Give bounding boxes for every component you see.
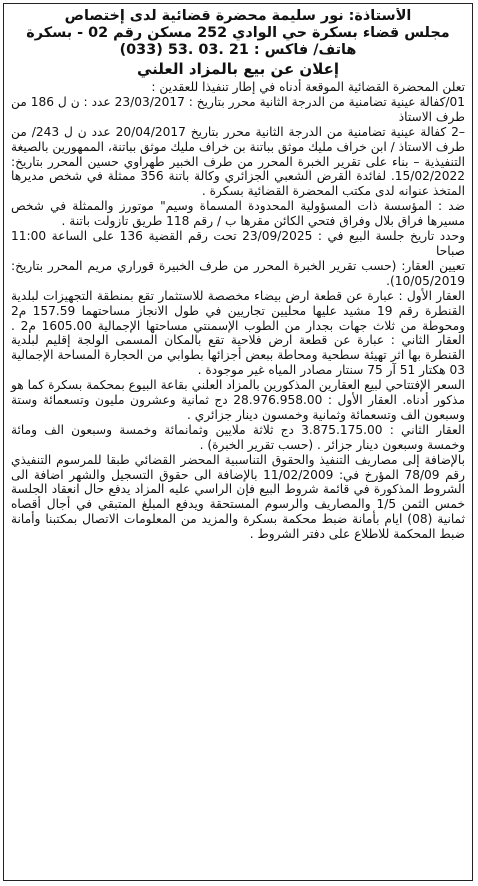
notice-body (11, 80, 465, 542)
guarantee-2-paragraph: –2 كفالة عينية تضامنية من الدرجة الثانية محرر بتاريخ 20/04/2017 عدد ن ل 243/ من طرف الاستاذ / ابن خراف مليك موثق بباتنة بن خراف مليك موثق بباتنة، الممهورين بالصيغة التنفيذية – بناء على تقرير الخبرة المحرر من طرف الخبير طهراوي حسين المحرر بتاريخ: 15/02/2022. لفائدة القرض الشعبي الجزائري وكالة باتنة 356 ممثلة في شخص مديرها المتخذ عنوانه لدى مكتب المحضرة القضائية بسكرة . (11, 124, 466, 199)
header-address: مجلس قضاء بسكرة حي الوادي 252 مسكن رقم 02 - بسكرة (26, 25, 450, 41)
against-paragraph: ضد : المؤسسة ذات المسؤولية المحدودة المسماة وسيم" موتورز والممثلة في شخص مسيرها فراق بلال وفراق فتحي الكائن مقرها ب / رقم 118 طريق تازولت باتنة . (11, 199, 465, 229)
second-property-price-paragraph: العقار الثاني : 3.875.175.00 دج ثلاثة ملايين وثمانمائة وخمسة وسبعون الف ومائة وخمسة وسبعون دينار جزائر . (حسب تقرير الخبرة) . (11, 422, 465, 452)
guarantee-1-paragraph: 01/كفالة عينية تضامنية من الدرجة الثانية محرر بتاريخ : 23/03/2017 عدد : ن ل 186 من طرف الاستاذ (11, 94, 465, 124)
notice-header (11, 8, 465, 78)
header-phone-fax: هاتف/ فاكس : 21 .03 .53 (033) (119, 42, 357, 58)
properties-description-paragraph: العقار الأول : عبارة عن قطعة ارض بيضاء مخصصة للاستثمار تقع بمنطقة التجهيزات لبلدية القنطرة رقم 19 مشيد عليها محليين تجاريين في طول الانجاز مساحتهما 157.59 م2 ومحوطة من ثلاث جهات بجدار من الطوب الإسمنتي مساحتها الإجمالية 1605.00 م2 . العقار الثاني : عبارة عن قطعة ارض فلاحية تقع بالمكان المسمى الولجة إقليم لبلدية القنطرة بها اثر تهيئة سطحية ومحاطة ببعض أجزائها بطوابي من الحجارة المساحة الإجمالية 03 هكتار 51 آر 75 سنتار مصادر المياه غير موجودة . (11, 288, 465, 378)
property-designation-paragraph: تعيين العقار: (حسب تقرير الخبرة المحرر من طرف الخبيرة قوراري مريم المحرر بتاريخ: 10/05/2019). (11, 258, 465, 288)
fees-conditions-paragraph: بالإضافة إلى مصاريف التنفيذ والحقوق التناسبية المحضر القضائي طبقا للمرسوم التنفيذي رقم 78/09 المؤرخ في: 11/02/2009 بالإضافة الى حقوق التسجيل والشهر اضافة الى الشروط المذكورة في قائمة شروط البيع فإن الراسي عليه المزاد يدفع حال انعقاد الجلسة خمس الثمن 1/5 والمصاريف والرسوم المستحقة ويدفع المبلغ المتبقي في أجال أقصاه ثمانية (08) ايام بأمانة ضبط محكمة بسكرة والمزيد من المعلومات الاتصال بمكتبنا وأمانة ضبط المحكمة للاطلاع على دفتر الشروط . (11, 452, 466, 542)
intro-paragraph: تعلن المحضرة القضائية الموقعة أدناه في إطار تنفيذا للعقدين : (151, 80, 465, 94)
sale-date-paragraph: وحدد تاريخ جلسة البيع في : 23/09/2025 تحت رقم القضية 136 على الساعة 11:00 صباحا (11, 229, 465, 258)
opening-price-paragraph: السعر الإفتتاحي لبيع العقارين المذكورين بالمزاد العلني بقاعة البيوع بمحكمة بسكرة كما هو مذكور أدناه. العقار الأول : 28.976.958.00 دج ثمانية وعشرون مليون وتسعمائة وستة وسبعون الف وتسعمائة وثمانية وخمسون دينار جزائري . (11, 378, 465, 422)
notice-title: إعلان عن بيع بالمزاد العلني (136, 61, 339, 78)
legal-notice (3, 3, 473, 881)
header-bailiff-name: الأستاذة: نور سليمة محضرة قضائية لدى إختصاص (64, 8, 412, 24)
